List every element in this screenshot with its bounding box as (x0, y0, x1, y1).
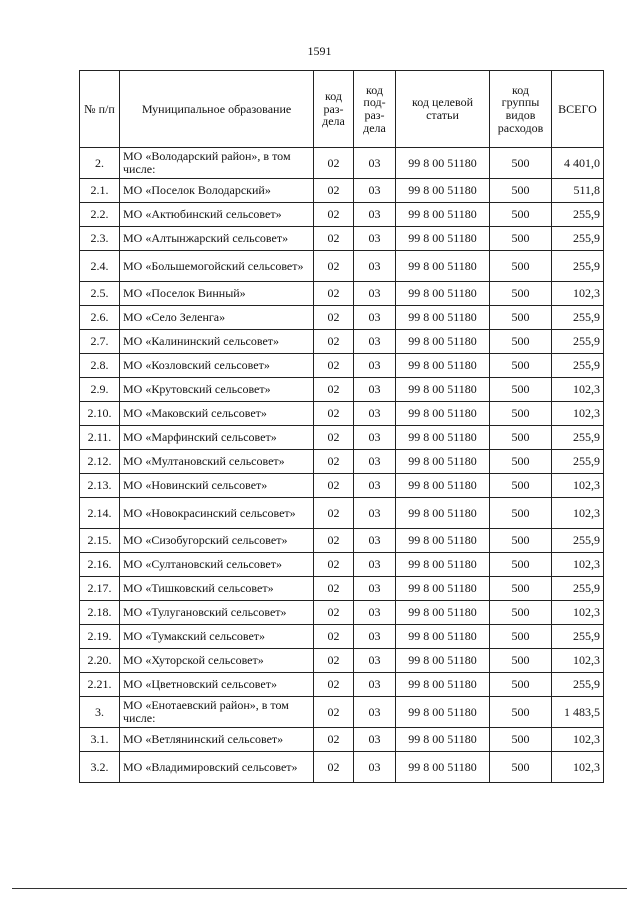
table-row (80, 354, 604, 378)
row-group: 500 (490, 227, 552, 251)
row-group: 500 (490, 577, 552, 601)
row-podrazdel: 03 (354, 203, 396, 227)
row-target: 99 8 00 51180 (396, 577, 490, 601)
row-total: 255,9 (552, 577, 604, 601)
row-group: 500 (490, 378, 552, 402)
row-group: 500 (490, 330, 552, 354)
row-podrazdel: 03 (354, 625, 396, 649)
row-target: 99 8 00 51180 (396, 148, 490, 179)
table-row (80, 282, 604, 306)
row-group: 500 (490, 426, 552, 450)
table-row (80, 498, 604, 529)
row-group: 500 (490, 179, 552, 203)
row-total: 255,9 (552, 251, 604, 282)
table-row (80, 577, 604, 601)
row-target: 99 8 00 51180 (396, 450, 490, 474)
row-razdel: 02 (314, 306, 354, 330)
bottom-rule (12, 888, 627, 889)
row-total: 255,9 (552, 203, 604, 227)
row-total: 102,3 (552, 402, 604, 426)
row-name: МО «Ветлянинский сельсовет» (120, 728, 314, 752)
row-total: 255,9 (552, 529, 604, 553)
row-num: 3.1. (80, 728, 120, 752)
table-row (80, 179, 604, 203)
row-name: МО «Новинский сельсовет» (120, 474, 314, 498)
row-target: 99 8 00 51180 (396, 330, 490, 354)
row-target: 99 8 00 51180 (396, 426, 490, 450)
row-name: МО «Хуторской сельсовет» (120, 649, 314, 673)
row-total: 102,3 (552, 649, 604, 673)
row-podrazdel: 03 (354, 474, 396, 498)
header-razdel: код раз-дела (314, 71, 354, 148)
row-name: МО «Владимировский сельсовет» (120, 752, 314, 783)
row-target: 99 8 00 51180 (396, 179, 490, 203)
row-name: МО «Алтынжарский сельсовет» (120, 227, 314, 251)
row-podrazdel: 03 (354, 282, 396, 306)
row-total: 102,3 (552, 498, 604, 529)
row-target: 99 8 00 51180 (396, 227, 490, 251)
row-num: 2.5. (80, 282, 120, 306)
row-num: 2.2. (80, 203, 120, 227)
row-total: 255,9 (552, 625, 604, 649)
row-total: 255,9 (552, 306, 604, 330)
row-razdel: 02 (314, 474, 354, 498)
row-podrazdel: 03 (354, 728, 396, 752)
row-target: 99 8 00 51180 (396, 728, 490, 752)
row-razdel: 02 (314, 673, 354, 697)
page-number: 1591 (307, 44, 332, 58)
row-podrazdel: 03 (354, 426, 396, 450)
row-target: 99 8 00 51180 (396, 378, 490, 402)
row-razdel: 02 (314, 601, 354, 625)
table-row (80, 649, 604, 673)
row-group: 500 (490, 450, 552, 474)
row-podrazdel: 03 (354, 330, 396, 354)
row-name: МО «Калининский сельсовет» (120, 330, 314, 354)
header-num: № п/п (80, 71, 120, 148)
row-num: 2.10. (80, 402, 120, 426)
row-podrazdel: 03 (354, 529, 396, 553)
table-row (80, 450, 604, 474)
row-name: МО «Село Зеленга» (120, 306, 314, 330)
row-group: 500 (490, 282, 552, 306)
row-num: 3. (80, 697, 120, 728)
row-target: 99 8 00 51180 (396, 529, 490, 553)
table-row (80, 673, 604, 697)
row-name: МО «Козловский сельсовет» (120, 354, 314, 378)
row-name: МО «Султановский сельсовет» (120, 553, 314, 577)
row-num: 2.7. (80, 330, 120, 354)
row-target: 99 8 00 51180 (396, 649, 490, 673)
row-target: 99 8 00 51180 (396, 306, 490, 330)
row-name: МО «Володарский район», в том числе: (120, 148, 314, 179)
row-target: 99 8 00 51180 (396, 673, 490, 697)
row-podrazdel: 03 (354, 697, 396, 728)
row-name: МО «Маковский сельсовет» (120, 402, 314, 426)
row-razdel: 02 (314, 251, 354, 282)
row-razdel: 02 (314, 148, 354, 179)
row-group: 500 (490, 203, 552, 227)
row-podrazdel: 03 (354, 752, 396, 783)
row-name: МО «Тумакский сельсовет» (120, 625, 314, 649)
table-row (80, 529, 604, 553)
header-podrazdel: код под-раз-дела (354, 71, 396, 148)
table-row (80, 251, 604, 282)
row-num: 2.18. (80, 601, 120, 625)
table-row (80, 402, 604, 426)
row-target: 99 8 00 51180 (396, 625, 490, 649)
row-razdel: 02 (314, 728, 354, 752)
row-num: 2.8. (80, 354, 120, 378)
row-razdel: 02 (314, 426, 354, 450)
row-total: 255,9 (552, 426, 604, 450)
row-target: 99 8 00 51180 (396, 498, 490, 529)
row-razdel: 02 (314, 354, 354, 378)
row-razdel: 02 (314, 697, 354, 728)
row-podrazdel: 03 (354, 673, 396, 697)
table-row (80, 752, 604, 783)
row-num: 2.13. (80, 474, 120, 498)
row-total: 255,9 (552, 354, 604, 378)
row-podrazdel: 03 (354, 378, 396, 402)
row-razdel: 02 (314, 553, 354, 577)
row-name: МО «Поселок Винный» (120, 282, 314, 306)
row-group: 500 (490, 402, 552, 426)
row-group: 500 (490, 306, 552, 330)
row-podrazdel: 03 (354, 402, 396, 426)
table-row (80, 378, 604, 402)
table-body (80, 148, 604, 783)
header-total: ВСЕГО (552, 71, 604, 148)
table-row (80, 227, 604, 251)
row-num: 3.2. (80, 752, 120, 783)
row-total: 511,8 (552, 179, 604, 203)
row-razdel: 02 (314, 498, 354, 529)
row-num: 2.15. (80, 529, 120, 553)
table-row (80, 728, 604, 752)
row-name: МО «Сизобугорский сельсовет» (120, 529, 314, 553)
row-group: 500 (490, 148, 552, 179)
row-target: 99 8 00 51180 (396, 601, 490, 625)
row-razdel: 02 (314, 402, 354, 426)
row-name: МО «Новокрасинский сельсовет» (120, 498, 314, 529)
row-total: 102,3 (552, 474, 604, 498)
row-name: МО «Цветновский сельсовет» (120, 673, 314, 697)
row-group: 500 (490, 625, 552, 649)
row-podrazdel: 03 (354, 354, 396, 378)
row-razdel: 02 (314, 227, 354, 251)
table-row (80, 330, 604, 354)
row-total: 1 483,5 (552, 697, 604, 728)
row-podrazdel: 03 (354, 649, 396, 673)
row-name: МО «Тишковский сельсовет» (120, 577, 314, 601)
row-podrazdel: 03 (354, 577, 396, 601)
row-num: 2.19. (80, 625, 120, 649)
row-target: 99 8 00 51180 (396, 282, 490, 306)
row-razdel: 02 (314, 450, 354, 474)
row-razdel: 02 (314, 577, 354, 601)
table-row (80, 426, 604, 450)
row-name: МО «Енотаевский район», в том числе: (120, 697, 314, 728)
row-target: 99 8 00 51180 (396, 553, 490, 577)
row-group: 500 (490, 474, 552, 498)
row-group: 500 (490, 601, 552, 625)
row-group: 500 (490, 529, 552, 553)
row-total: 255,9 (552, 673, 604, 697)
row-podrazdel: 03 (354, 498, 396, 529)
row-total: 255,9 (552, 227, 604, 251)
table-row (80, 553, 604, 577)
table-row (80, 697, 604, 728)
row-group: 500 (490, 354, 552, 378)
row-num: 2.16. (80, 553, 120, 577)
row-podrazdel: 03 (354, 179, 396, 203)
table-row (80, 306, 604, 330)
row-group: 500 (490, 697, 552, 728)
row-razdel: 02 (314, 330, 354, 354)
row-total: 4 401,0 (552, 148, 604, 179)
table-header-row (80, 71, 604, 148)
header-target: код целевой статьи (396, 71, 490, 148)
row-podrazdel: 03 (354, 306, 396, 330)
row-num: 2.11. (80, 426, 120, 450)
row-podrazdel: 03 (354, 553, 396, 577)
row-razdel: 02 (314, 179, 354, 203)
row-name: МО «Марфинский сельсовет» (120, 426, 314, 450)
row-podrazdel: 03 (354, 251, 396, 282)
row-podrazdel: 03 (354, 601, 396, 625)
row-target: 99 8 00 51180 (396, 251, 490, 282)
row-name: МО «Актюбинский сельсовет» (120, 203, 314, 227)
row-podrazdel: 03 (354, 450, 396, 474)
table-row (80, 474, 604, 498)
row-razdel: 02 (314, 752, 354, 783)
row-group: 500 (490, 251, 552, 282)
table-row (80, 148, 604, 179)
budget-table (79, 70, 604, 783)
row-target: 99 8 00 51180 (396, 752, 490, 783)
row-podrazdel: 03 (354, 148, 396, 179)
row-num: 2.4. (80, 251, 120, 282)
row-name: МО «Большемогойский сельсовет» (120, 251, 314, 282)
row-num: 2.17. (80, 577, 120, 601)
row-podrazdel: 03 (354, 227, 396, 251)
row-name: МО «Поселок Володарский» (120, 179, 314, 203)
row-target: 99 8 00 51180 (396, 474, 490, 498)
row-razdel: 02 (314, 203, 354, 227)
row-total: 102,3 (552, 752, 604, 783)
row-group: 500 (490, 728, 552, 752)
row-target: 99 8 00 51180 (396, 402, 490, 426)
row-group: 500 (490, 553, 552, 577)
row-num: 2. (80, 148, 120, 179)
row-num: 2.20. (80, 649, 120, 673)
row-group: 500 (490, 752, 552, 783)
row-razdel: 02 (314, 649, 354, 673)
row-target: 99 8 00 51180 (396, 354, 490, 378)
row-num: 2.3. (80, 227, 120, 251)
row-total: 102,3 (552, 282, 604, 306)
table-row (80, 203, 604, 227)
row-razdel: 02 (314, 282, 354, 306)
row-total: 102,3 (552, 378, 604, 402)
row-num: 2.14. (80, 498, 120, 529)
row-total: 102,3 (552, 601, 604, 625)
row-group: 500 (490, 498, 552, 529)
row-target: 99 8 00 51180 (396, 203, 490, 227)
row-razdel: 02 (314, 625, 354, 649)
row-total: 255,9 (552, 330, 604, 354)
row-num: 2.6. (80, 306, 120, 330)
header-group: код группы видов расходов (490, 71, 552, 148)
table-row (80, 625, 604, 649)
row-total: 255,9 (552, 450, 604, 474)
row-group: 500 (490, 649, 552, 673)
row-num: 2.9. (80, 378, 120, 402)
row-name: МО «Крутовский сельсовет» (120, 378, 314, 402)
row-total: 102,3 (552, 728, 604, 752)
row-group: 500 (490, 673, 552, 697)
row-target: 99 8 00 51180 (396, 697, 490, 728)
row-razdel: 02 (314, 378, 354, 402)
row-total: 102,3 (552, 553, 604, 577)
row-num: 2.1. (80, 179, 120, 203)
row-num: 2.21. (80, 673, 120, 697)
row-name: МО «Мултановский сельсовет» (120, 450, 314, 474)
row-razdel: 02 (314, 529, 354, 553)
row-num: 2.12. (80, 450, 120, 474)
header-name: Муниципальное образование (120, 71, 314, 148)
table-row (80, 601, 604, 625)
row-name: МО «Тулугановский сельсовет» (120, 601, 314, 625)
